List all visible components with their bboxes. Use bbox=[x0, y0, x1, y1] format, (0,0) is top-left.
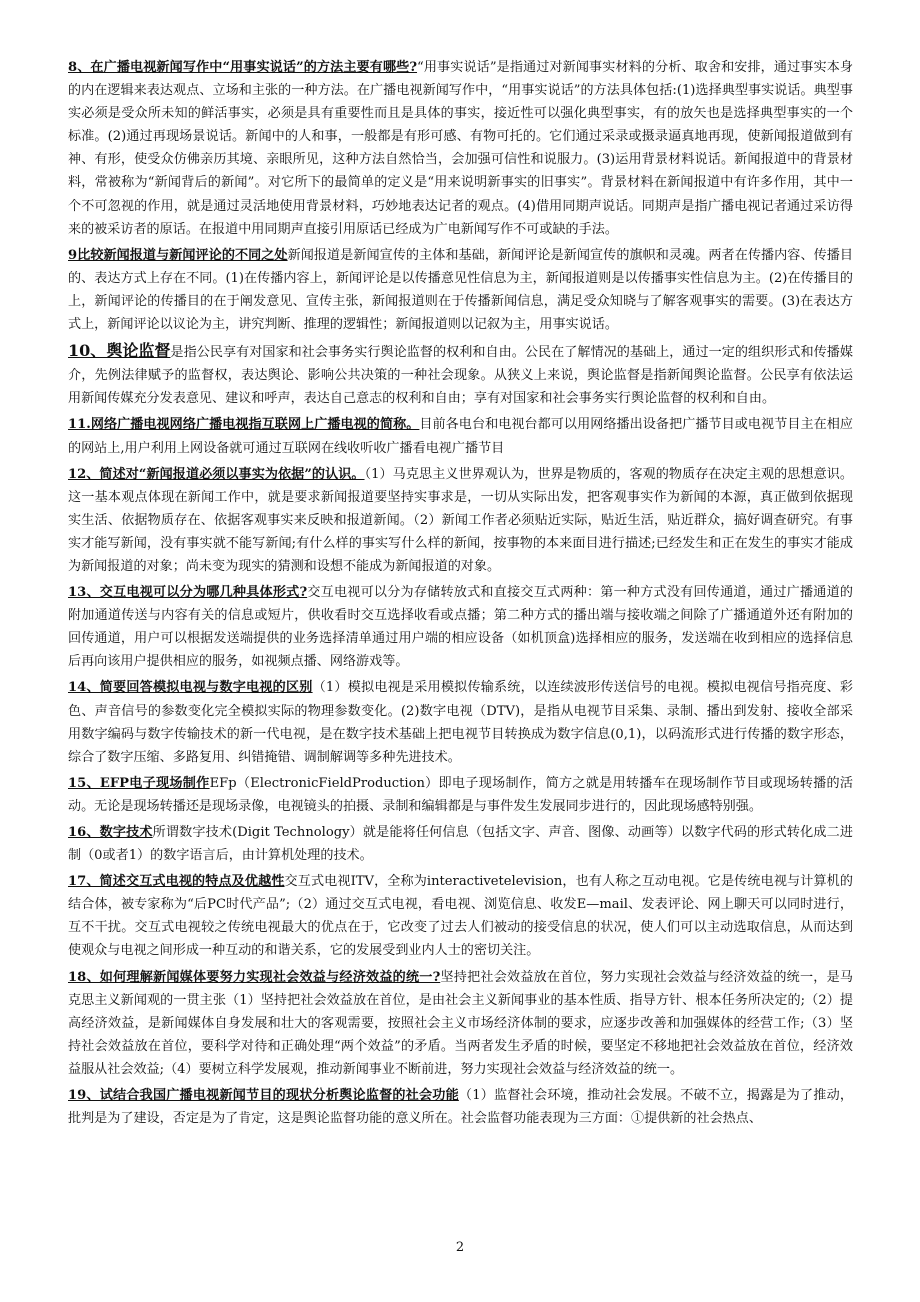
body-q19: （1）监督社会环境，推动社会发展。不破不立，揭露是为了推动，批判是为了建设，否定是为了肯定，这是舆论监督功能的意义所在。社会监督功能表现为三方面：①提供新的社会热点、 bbox=[68, 1088, 853, 1127]
body-q14: （1）模拟电视是采用模拟传输系统，以连续波形传送信号的电视。模拟电视信号指亮度、彩色、声音信号的参数变化完全模拟实际的物理参数变化。(2)数字电视（DTV)，是指从电视节目采集、录制、播出到发射、接收全部采用数字编码与数字传输技术的新一代电视，是在数字技术基础上把电视节目转换成为数字信息(0,1)，以码流形式进行传播的数字形态，综合了数字压缩、多路复用、纠错掩错、调制解调等多种先进技术。 bbox=[68, 680, 853, 765]
heading-q17: 17、简述交互式电视的特点及优越性 bbox=[68, 874, 285, 890]
body-q9: 新闻报道是新闻宣传的主体和基础，新闻评论是新闻宣传的旗帜和灵魂。两者在传播内容、传播目的、表达方式上存在不同。(1)在传播内容上，新闻评论是以传播意见性信息为主，新闻报道则是以传播事实性信息为主。(2)在传播目的上，新闻评论的传播目的在于阐发意见、宣传主张，新闻报道则在于传播新闻信息，满足受众知晓与了解客观事实的需要。(3)在表达方式上，新闻评论以议论为主，讲究判断、推理的逻辑性；新闻报道则以记叙为主，用事实说话。 bbox=[68, 247, 853, 333]
paragraph-q16 bbox=[68, 821, 853, 867]
body-q12: （1）马克思主义世界观认为，世界是物质的，客观的物质存在决定主观的思想意识。这一基本观点体现在新闻工作中，就是要求新闻报道要坚持实事求是，一切从实际出发，把客观事实作为新闻的本源，真正做到依据现实生活、依据物质存在、依据客观事实来反映和报道新闻。（2）新闻工作者必须贴近实际，贴近生活，贴近群众，搞好调查研究。有事实才能写新闻，没有事实就不能写新闻;有什么样的事实写什么样的新闻，按事物的本来面目进行描述;已经发生和正在发生的事实才能成为新闻报道的对象；尚未变为现实的猜测和设想不能成为新闻报道的对象。 bbox=[68, 466, 853, 574]
heading-q12: 12、简述对“新闻报道必须以事实为依据”的认识。 bbox=[68, 466, 365, 482]
paragraph-q10 bbox=[68, 339, 853, 410]
body-q13: 交互电视可以分为存储转放式和直接交互式两种：第一种方式没有回传通道，通过广播通道的附加通道传送与内容有关的信息或短片，供收看时交互选择收看或点播；第二种方式的播出端与接收端之间除了广播通道外还有附加的回传通道，用户可以根据发送端提供的业务选择清单通过用户端的相应设备（如机顶盒)选择相应的服务，发送端在收到相应的选择信息后再向该用户提供相应的服务，如视频点播、网络游戏等。 bbox=[68, 585, 853, 670]
body-q16: 所谓数字技术(Digit Technology）就是能将任何信息（包括文字、声音、图像、动画等）以数字代码的形式转化成二进制（0或者1）的数字语言后，由计算机处理的技术。 bbox=[68, 825, 853, 864]
heading-q10: 10、舆论监督 bbox=[68, 341, 171, 361]
page-number: 2 bbox=[455, 1240, 465, 1255]
body-q17: 交互式电视ITV，全称为interactivetelevision，也有人称之互动电视。它是传统电视与计算机的结合体，被专家称为“后PC时代产品”;（2）通过交互式电视，看电视、浏览信息、收发E—mail、发表评论、网上聊天可以同时进行，互不干扰。交互式电视较之传统电视最大的优点在于，它改变了过去人们被动的接受信息的状况，使人们可以主动选取信息，从而达到使观众与电视之间形成一种互动的和谐关系，它的发展受到业内人士的密切关注。 bbox=[68, 874, 853, 959]
paragraph-q8 bbox=[68, 56, 853, 241]
body-q10: 是指公民享有对国家和社会事务实行舆论监督的权利和自由。公民在了解情况的基础上，通过一定的组织形式和传播媒介，先例法律赋予的监督权，表达舆论、影响公共决策的一种社会现象。从狭义上来说，舆论监督是指新闻舆论监督。公民享有依法运用新闻传媒充分发表意见、建议和呼声，表达自己意志的权利和自由；享有对国家和社会事务实行舆论监督的权利和自由。 bbox=[68, 345, 853, 407]
heading-q15: 15、EFP电子现场制作 bbox=[68, 775, 210, 791]
paragraph-q17 bbox=[68, 870, 853, 962]
body-q15: EFp（ElectronicFieldProduction）即电子现场制作，简方之就是用转播车在现场制作节目或现场转播的活动。无论是现场转播还是现场录像，电视镜头的拍摄、录制和编辑都是与事件发生发展同步进行的，因此现场感特别强。 bbox=[68, 775, 853, 814]
body-q11: 目前各电台和电视台都可以用网络播出设备把广播节目或电视节目主在相应的网站上,用户利用上网设备就可通过互联网在线收听收广播看电视广播节目 bbox=[68, 417, 854, 456]
heading-q16: 16、数字技术 bbox=[68, 825, 153, 840]
paragraph-q11 bbox=[68, 413, 853, 459]
heading-q11: 11.网络广播电视网络广播电视指互联网上广播电视的简称。 bbox=[68, 417, 420, 433]
paragraph-q15 bbox=[68, 772, 853, 818]
paragraph-q13 bbox=[68, 581, 853, 673]
body-q8: “用事实说话”是指通过对新闻事实材料的分析、取舍和安排，通过事实本身的内在逻辑来表达观点、立场和主张的一种方法。在广播电视新闻写作中，“用事实说话”的方法具体包括:(1)选择典型事实说话。典型事实必须是受众所未知的鲜活事实，必须是具有重要性而且是具体的事实，接近性可以强化典型事实，有的放矢也是选择典型事实的一个标准。(2)通过再现场景说话。新闻中的人和事，一般都是有形可感、有物可托的。它们通过采录或摄录逼真地再现，使新闻报道做到有神、有形，使受众仿佛亲历其境、亲眼所见，这种方法自然恰当，会加强可信性和说服力。(3)运用背景材料说话。新闻报道中的背景材料，常被称为“新闻背后的新闻”。对它所下的最简单的定义是“用来说明新事实的旧事实”。背景材料在新闻报道中有许多作用，其中一个不可忽视的作用，就是通过灵活地使用背景材料，巧妙地表达记者的观点。(4)借用同期声说话。同期声是指广播电视记者通过采访得来的被采访者的原话。在报道中用同期声直接引用原话已经成为广电新闻写作不可或缺的手法。 bbox=[68, 60, 853, 237]
heading-q19: 19、试结合我国广播电视新闻节目的现状分析舆论监督的社会功能 bbox=[68, 1088, 459, 1104]
paragraph-q18 bbox=[68, 966, 853, 1081]
heading-q8: 8、在广播电视新闻写作中“用事实说话”的方法主要有哪些? bbox=[68, 60, 418, 75]
paragraph-q19 bbox=[68, 1084, 853, 1130]
heading-q18: 18、如何理解新闻媒体要努力实现社会效益与经济效益的统一? bbox=[68, 969, 441, 985]
body-q18: 坚持把社会效益放在首位，努力实现社会效益与经济效益的统一，是马克思主义新闻观的一贯主张（1）坚持把社会效益放在首位，是由社会主义新闻事业的基本性质、指导方针、根本任务所决定的;（2）提高经济效益，是新闻媒体自身发展和壮大的客观需要，按照社会主义市场经济体制的要求，应逐步改善和加强媒体的经营工作;（3）坚持社会效益放在首位，要科学对待和正确处理“两个效益”的矛盾。当两者发生矛盾的时候，要坚定不移地把社会效益放在首位，经济效益服从社会效益;（4）要树立科学发展观，推动新闻事业不断前进，努力实现社会效益与经济效益的统一。 bbox=[68, 969, 853, 1077]
heading-q13: 13、交互电视可以分为哪几种具体形式? bbox=[68, 585, 308, 601]
heading-q9: 9比较新闻报道与新闻评论的不同之处 bbox=[68, 247, 288, 263]
paragraph-q9 bbox=[68, 244, 853, 336]
document-page bbox=[68, 56, 853, 1133]
paragraph-q12 bbox=[68, 463, 853, 578]
paragraph-q14 bbox=[68, 676, 853, 768]
heading-q14: 14、简要回答模拟电视与数字电视的区别 bbox=[68, 680, 313, 696]
